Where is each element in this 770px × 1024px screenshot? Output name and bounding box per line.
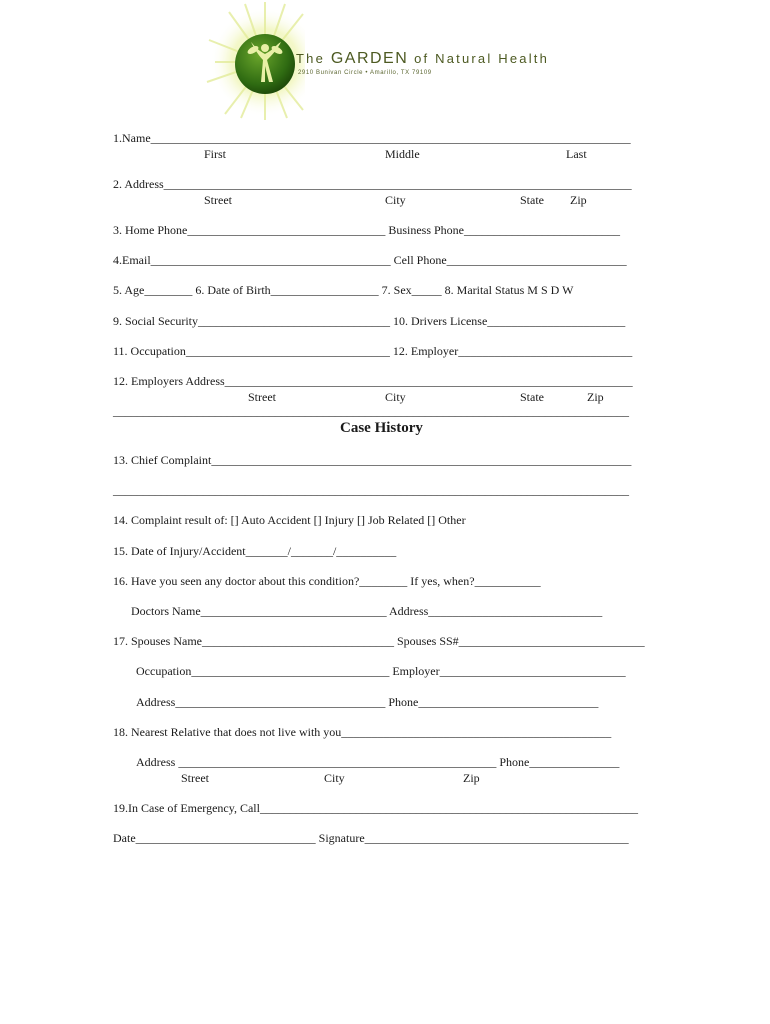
field-email-cell[interactable]: 4.Email________________________________________ Cell Phone______________________________ <box>113 253 627 267</box>
field-date-of-injury[interactable]: 15. Date of Injury/Accident_______/_______/__________ <box>113 544 397 558</box>
field-spouse-occupation-employer[interactable]: Occupation_________________________________ Employer_______________________________ <box>136 664 626 678</box>
label-emp-street: Street <box>248 390 276 404</box>
label-emp-state: State <box>520 390 544 404</box>
field-employers-address-line2[interactable]: ______________________________________________________________________________________ <box>113 404 629 418</box>
label-last: Last <box>566 147 587 161</box>
field-complaint-result[interactable]: 14. Complaint result of: [] Auto Accident [] Injury [] Job Related [] Other <box>113 513 466 527</box>
field-age-dob-sex-marital[interactable]: 5. Age________ 6. Date of Birth__________________ 7. Sex_____ 8. Marital Status M S D W <box>113 283 574 297</box>
label-rel-street: Street <box>181 771 209 785</box>
field-spouse-address-phone[interactable]: Address___________________________________ Phone______________________________ <box>136 695 599 709</box>
label-emp-zip: Zip <box>587 390 604 404</box>
label-city: City <box>385 193 406 207</box>
field-phones[interactable]: 3. Home Phone_________________________________ Business Phone__________________________ <box>113 223 620 237</box>
label-rel-city: City <box>324 771 345 785</box>
field-employers-address[interactable]: 12. Employers Address____________________________________________________________________ <box>113 374 633 388</box>
field-name[interactable]: 1.Name________________________________________________________________________________ <box>113 131 631 145</box>
field-chief-complaint-line2[interactable]: ______________________________________________________________________________________ <box>113 483 629 497</box>
brand-name <box>296 50 549 68</box>
field-spouse-name-ss[interactable]: 17. Spouses Name________________________________ Spouses SS#_______________________________ <box>113 634 645 648</box>
field-emergency-call[interactable]: 19.In Case of Emergency, Call_______________________________________________________________ <box>113 801 638 815</box>
field-chief-complaint[interactable]: 13. Chief Complaint______________________________________________________________________ <box>113 453 632 467</box>
logo-sunburst <box>195 0 305 120</box>
label-zip: Zip <box>570 193 587 207</box>
brand-rest: of Natural Health <box>414 51 550 66</box>
brand-the: The <box>296 51 326 66</box>
label-middle: Middle <box>385 147 420 161</box>
field-seen-doctor[interactable]: 16. Have you seen any doctor about this condition?________ If yes, when?___________ <box>113 574 541 588</box>
field-doctors-name-address[interactable]: Doctors Name_______________________________ Address_____________________________ <box>131 604 603 618</box>
label-emp-city: City <box>385 390 406 404</box>
field-address[interactable]: 2. Address______________________________________________________________________________ <box>113 177 632 191</box>
field-occupation-employer[interactable]: 11. Occupation__________________________________ 12. Employer_____________________________ <box>113 344 633 358</box>
field-ss-license[interactable]: 9. Social Security________________________________ 10. Drivers License_______________________ <box>113 314 626 328</box>
label-street: Street <box>204 193 232 207</box>
field-date-signature[interactable]: Date______________________________ Signature____________________________________________ <box>113 831 629 845</box>
field-relative-address-phone[interactable]: Address _____________________________________________________ Phone_______________ <box>136 755 620 769</box>
label-first: First <box>204 147 227 161</box>
label-rel-zip: Zip <box>463 771 480 785</box>
label-state: State <box>520 193 544 207</box>
brand-garden: GARDEN <box>330 50 409 67</box>
field-nearest-relative[interactable]: 18. Nearest Relative that does not live with you_____________________________________________ <box>113 725 612 739</box>
section-title-case-history: Case History <box>340 420 423 436</box>
brand-address: 2910 Bunivan Circle • Amarillo, TX 79109 <box>298 70 432 76</box>
